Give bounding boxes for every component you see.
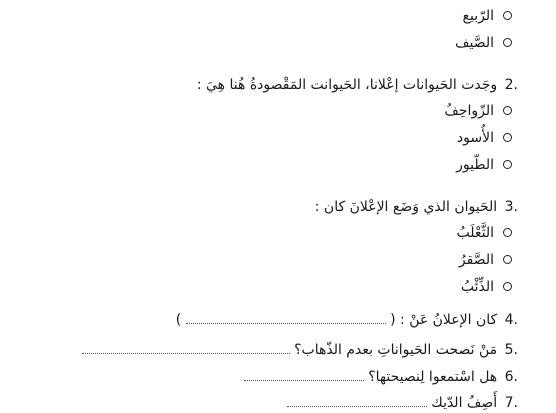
question-text: الحَيوان الذي وَضَع الإعْلانَ كان : — [314, 199, 498, 215]
q2-option-lions[interactable]: الأُسود — [10, 128, 512, 148]
question-text: مَنْ نَصحت الحَيواناتِ بعدم الذّهاب؟ — [294, 342, 498, 358]
question-text: هل اسْتمعوا لِنصيحتها؟ — [368, 369, 498, 385]
q3-option-wolf[interactable]: الذِّئْبُ — [10, 277, 512, 297]
q2-option-birds[interactable]: الطّيور — [10, 155, 512, 175]
answer-blank[interactable] — [186, 311, 386, 324]
question-text: كان الإعلانُ عَنْ : ( — [390, 312, 498, 328]
radio-bullet-icon[interactable] — [503, 282, 512, 291]
question-2 — [10, 75, 518, 95]
q3-option-falcon[interactable]: الصَّقرُ — [10, 250, 512, 270]
closing-paren: ) — [175, 312, 182, 328]
radio-bullet-icon[interactable] — [503, 38, 512, 47]
question-text: وجَدت الحَيوانات إعْلانا، الحَيوانت المَقْصودةُ هُنا هِيَ : — [196, 77, 498, 93]
radio-bullet-icon[interactable] — [503, 255, 512, 264]
radio-bullet-icon[interactable] — [503, 160, 512, 169]
option-spring[interactable]: الرّبيع — [10, 6, 512, 26]
question-4 — [10, 310, 518, 330]
radio-bullet-icon[interactable] — [503, 106, 512, 115]
question-number: 7. — [504, 395, 518, 411]
question-3 — [10, 197, 518, 217]
question-number: 5. — [504, 342, 518, 358]
radio-bullet-icon[interactable] — [503, 228, 512, 237]
question-6 — [10, 367, 518, 387]
q2-option-reptiles[interactable]: الزّواحِفُ — [10, 101, 512, 121]
radio-bullet-icon[interactable] — [503, 133, 512, 142]
answer-blank[interactable] — [82, 341, 290, 354]
radio-bullet-icon[interactable] — [503, 11, 512, 20]
question-number: 4. — [504, 312, 518, 328]
question-number: 6. — [504, 369, 518, 385]
q3-option-fox[interactable]: الثَّعْلَبُ — [10, 223, 512, 243]
question-5 — [10, 340, 518, 360]
question-7 — [10, 393, 518, 413]
question-number: 3. — [504, 199, 518, 215]
answer-blank[interactable] — [244, 368, 364, 381]
question-text: أَصِفُ الدّيك — [431, 395, 498, 411]
question-number: 2. — [504, 77, 518, 93]
option-summer[interactable]: الصَّيف — [10, 33, 512, 53]
answer-blank[interactable] — [287, 394, 427, 407]
